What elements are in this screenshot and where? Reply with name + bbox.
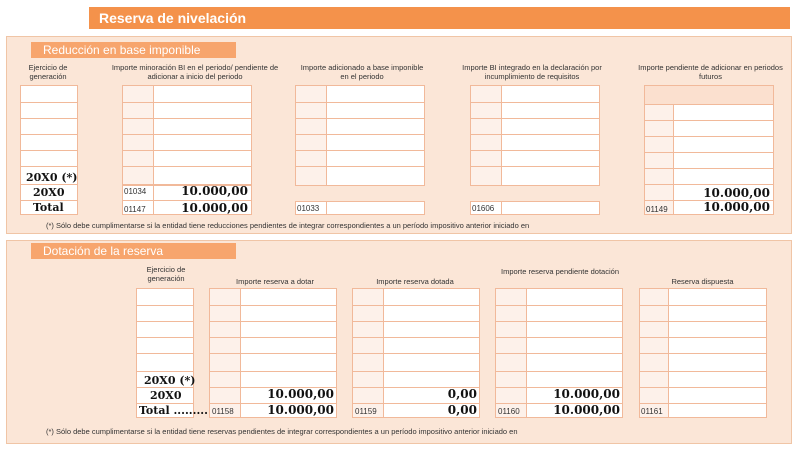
value-minoracion-total[interactable]: 10.000,00 <box>181 201 248 215</box>
form-title: Reserva de nivelación <box>89 7 790 29</box>
header-pendiente-b: Importe reserva pendiente dotación <box>501 267 619 276</box>
section-reduccion-title: Reducción en base imponible <box>31 42 236 58</box>
row-label-20x0-a: 20X0 <box>33 186 65 199</box>
code-01158: 01158 <box>212 407 234 416</box>
value-a-dotar-year[interactable]: 10.000,00 <box>267 387 334 401</box>
header-ejercicio-a: Ejercicio de generación <box>28 63 68 81</box>
value-pendiente-total-a[interactable]: 10.000,00 <box>703 200 770 214</box>
footnote-b: (*) Sólo debe cumplimentarse si la entidad tiene reservas pendientes de integrar correspondientes a un período impositivo anterior iniciado en <box>46 427 518 436</box>
code-01160: 01160 <box>498 407 520 416</box>
code-01149: 01149 <box>646 205 668 214</box>
header-integrado: Importe BI integrado en la declaración por incumplimiento de requisitos <box>462 63 602 81</box>
value-dotada-year[interactable]: 0,00 <box>447 387 477 401</box>
header-ejercicio-b: Ejercicio de generación <box>146 265 186 283</box>
value-dotada-total[interactable]: 0,00 <box>447 403 477 417</box>
header-dotada: Importe reserva dotada <box>376 277 454 286</box>
code-01034: 01034 <box>124 187 147 196</box>
value-a-dotar-total[interactable]: 10.000,00 <box>267 403 334 417</box>
code-01033: 01033 <box>297 204 320 213</box>
value-pendiente-year-b[interactable]: 10.000,00 <box>553 387 620 401</box>
section-dotacion-title: Dotación de la reserva <box>31 243 236 259</box>
adicionado-column[interactable] <box>295 85 425 186</box>
integrado-column[interactable] <box>470 85 600 186</box>
row-label-total-b: Total ......... <box>139 404 208 417</box>
header-a-dotar: Importe reserva a dotar <box>236 277 314 286</box>
header-pendiente-a: Importe pendiente de adicionar en periodos futuros <box>638 63 783 81</box>
value-minoracion-year[interactable]: 10.000,00 <box>181 184 248 198</box>
row-label-total-a: Total <box>33 201 64 214</box>
value-pendiente-year-a[interactable]: 10.000,00 <box>703 186 770 200</box>
dispuesta-column[interactable] <box>639 288 767 418</box>
code-01147: 01147 <box>124 205 146 214</box>
code-01606: 01606 <box>472 204 495 213</box>
header-minoracion: Importe minoración BI en el periodo/ pendiente de adicionar a inicio del periodo <box>111 63 279 81</box>
value-pendiente-total-b[interactable]: 10.000,00 <box>553 403 620 417</box>
row-label-20x0-star-a: 20X0 (*) <box>26 171 78 184</box>
code-01161: 01161 <box>641 407 663 416</box>
minoracion-column[interactable] <box>122 85 252 185</box>
code-01159: 01159 <box>355 407 377 416</box>
row-label-20x0-b: 20X0 <box>150 389 182 402</box>
header-dispuesta: Reserva dispuesta <box>671 277 734 286</box>
footnote-a: (*) Sólo debe cumplimentarse si la entidad tiene reducciones pendientes de integrar correspondientes a un período impositivo anterior iniciado en <box>46 221 530 230</box>
row-label-20x0-star-b: 20X0 (*) <box>144 374 196 387</box>
header-adicionado: Importe adicionado a base imponible en el periodo <box>300 63 424 81</box>
